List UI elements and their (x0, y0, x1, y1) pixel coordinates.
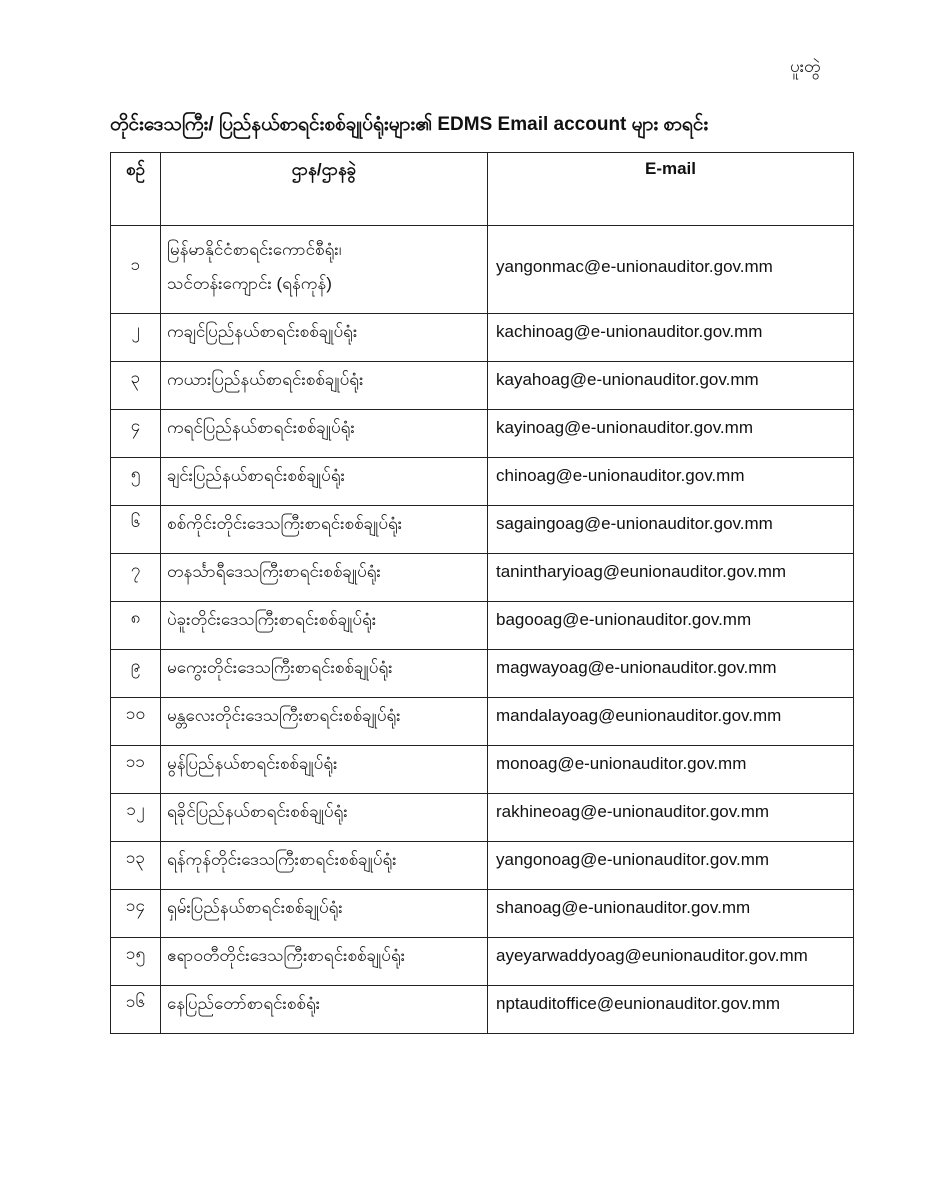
email-account-table (110, 152, 854, 1034)
serial-number: ၅ (111, 458, 161, 506)
serial-number: ၄ (111, 410, 161, 458)
department-cell (161, 226, 488, 314)
department-name: မကွေးတိုင်းဒေသကြီးစာရင်းစစ်ချုပ်ရုံး (167, 657, 393, 677)
department-name: ချင်းပြည်နယ်စာရင်းစစ်ချုပ်ရုံး (167, 465, 345, 485)
email-address: nptauditoffice@eunionauditor.gov.mm (488, 986, 854, 1034)
table-row (111, 890, 854, 938)
email-address: monoag@e-unionauditor.gov.mm (488, 746, 854, 794)
serial-number: ၁၂ (111, 794, 161, 842)
department-cell (161, 890, 488, 938)
header-serial-no: စဉ် (111, 153, 161, 226)
serial-number: ၇ (111, 554, 161, 602)
table-row (111, 842, 854, 890)
annex-label: ပူးတွဲ (790, 57, 821, 76)
department-cell (161, 746, 488, 794)
serial-number: ၁၆ (111, 986, 161, 1034)
serial-number: ၁၁ (111, 746, 161, 794)
department-name: ဧရာဝတီတိုင်းဒေသကြီးစာရင်းစစ်ချုပ်ရုံး (167, 945, 406, 965)
table-row (111, 698, 854, 746)
serial-number: ၁ (111, 226, 161, 314)
department-cell (161, 938, 488, 986)
table-row (111, 362, 854, 410)
table-row (111, 794, 854, 842)
document-title: တိုင်းဒေသကြီး/ ပြည်နယ်စာရင်းစစ်ချုပ်ရုံးများ၏ EDMS Email account များ စာရင်း (110, 114, 709, 135)
email-address: kayinoag@e-unionauditor.gov.mm (488, 410, 854, 458)
department-cell (161, 698, 488, 746)
department-cell (161, 842, 488, 890)
department-cell (161, 314, 488, 362)
email-address: kayahoag@e-unionauditor.gov.mm (488, 362, 854, 410)
email-address: sagaingoag@e-unionauditor.gov.mm (488, 506, 854, 554)
table-row (111, 986, 854, 1034)
table-row (111, 650, 854, 698)
department-name: စစ်ကိုင်းတိုင်းဒေသကြီးစာရင်းစစ်ချုပ်ရုံး (167, 513, 403, 533)
department-name: ရန်ကုန်တိုင်းဒေသကြီးစာရင်းစစ်ချုပ်ရုံး (167, 849, 397, 869)
department-cell (161, 602, 488, 650)
email-address: shanoag@e-unionauditor.gov.mm (488, 890, 854, 938)
email-address: tanintharyioag@eunionauditor.gov.mm (488, 554, 854, 602)
serial-number: ၈ (111, 602, 161, 650)
department-name: ရခိုင်ပြည်နယ်စာရင်းစစ်ချုပ်ရုံး (167, 801, 348, 821)
table-row (111, 602, 854, 650)
department-name: တနင်္သာရီဒေသကြီးစာရင်းစစ်ချုပ်ရုံး (167, 561, 381, 581)
department-name: မွန်ပြည်နယ်စာရင်းစစ်ချုပ်ရုံး (167, 753, 338, 773)
email-address: chinoag@e-unionauditor.gov.mm (488, 458, 854, 506)
header-email: E-mail (488, 153, 854, 226)
table-row (111, 554, 854, 602)
department-cell (161, 458, 488, 506)
serial-number: ၂ (111, 314, 161, 362)
serial-number: ၁၅ (111, 938, 161, 986)
serial-number: ၆ (111, 506, 161, 554)
table-row (111, 506, 854, 554)
header-department: ဌာန/ဌာနခွဲ (161, 153, 488, 226)
table-row (111, 410, 854, 458)
table-row (111, 746, 854, 794)
email-address: ayeyarwaddyoag@eunionauditor.gov.mm (488, 938, 854, 986)
department-cell (161, 410, 488, 458)
table-header-row (111, 153, 854, 226)
serial-number: ၁၃ (111, 842, 161, 890)
table-body (111, 226, 854, 1034)
table-row (111, 314, 854, 362)
email-address: yangonoag@e-unionauditor.gov.mm (488, 842, 854, 890)
department-cell (161, 986, 488, 1034)
department-name: နေပြည်တော်စာရင်းစစ်ရုံး (167, 993, 321, 1013)
department-name: ပဲခူးတိုင်းဒေသကြီးစာရင်းစစ်ချုပ်ရုံး (167, 609, 377, 629)
table-row (111, 458, 854, 506)
department-name: မန္တလေးတိုင်းဒေသကြီးစာရင်းစစ်ချုပ်ရုံး (167, 705, 401, 725)
email-address: magwayoag@e-unionauditor.gov.mm (488, 650, 854, 698)
department-name: သင်တန်းကျောင်း (ရန်ကုန်) (167, 273, 332, 293)
department-cell (161, 554, 488, 602)
department-name: မြန်မာနိုင်ငံစာရင်းကောင်စီရုံး၊ (167, 239, 342, 259)
serial-number: ၁၀ (111, 698, 161, 746)
department-cell (161, 794, 488, 842)
table-row (111, 938, 854, 986)
serial-number: ၃ (111, 362, 161, 410)
department-name: ကချင်ပြည်နယ်စာရင်းစစ်ချုပ်ရုံး (167, 321, 358, 341)
department-cell (161, 650, 488, 698)
email-address: mandalayoag@eunionauditor.gov.mm (488, 698, 854, 746)
email-address: bagooag@e-unionauditor.gov.mm (488, 602, 854, 650)
email-address: kachinoag@e-unionauditor.gov.mm (488, 314, 854, 362)
table-row (111, 226, 854, 314)
department-name: ကရင်ပြည်နယ်စာရင်းစစ်ချုပ်ရုံး (167, 417, 355, 437)
department-name: ရှမ်းပြည်နယ်စာရင်းစစ်ချုပ်ရုံး (167, 897, 343, 917)
email-address: yangonmac@e-unionauditor.gov.mm (488, 226, 854, 314)
department-cell (161, 506, 488, 554)
department-name: ကယားပြည်နယ်စာရင်းစစ်ချုပ်ရုံး (167, 369, 364, 389)
email-address: rakhineoag@e-unionauditor.gov.mm (488, 794, 854, 842)
department-cell (161, 362, 488, 410)
serial-number: ၁၄ (111, 890, 161, 938)
serial-number: ၉ (111, 650, 161, 698)
